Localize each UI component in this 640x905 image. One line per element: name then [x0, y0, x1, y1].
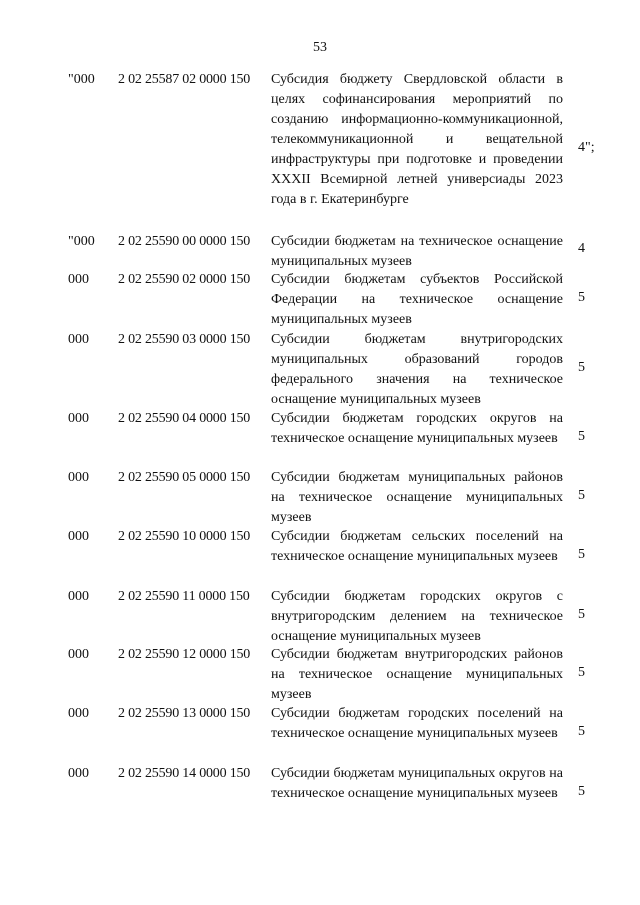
- admin-code: 000: [68, 647, 89, 662]
- row-value: 5: [578, 607, 585, 622]
- budget-code: 2 02 25590 11 0000 150: [118, 589, 250, 604]
- budget-code: 2 02 25590 03 0000 150: [118, 332, 251, 347]
- row-value: 4";: [578, 140, 595, 155]
- row-description: Субсидии бюджетам городских округов на техническое оснащение муниципальных музеев: [271, 411, 563, 446]
- admin-code: 000: [68, 706, 89, 721]
- budget-code: 2 02 25590 00 0000 150: [118, 234, 251, 249]
- row-description: Субсидии бюджетам сельских поселений на техническое оснащение муниципальных музеев: [271, 529, 563, 564]
- row-description: Субсидии бюджетам внутригородских муниципальных образований городов федерального значения на техническое оснащение муниципальных музеев: [271, 332, 563, 407]
- row-value: 5: [578, 290, 585, 305]
- row-value: 5: [578, 360, 585, 375]
- row-value: 5: [578, 724, 585, 739]
- row-description: Субсидии бюджетам муниципальных районов на техническое оснащение муниципальных музеев: [271, 470, 563, 525]
- row-value: 5: [578, 488, 585, 503]
- budget-code: 2 02 25590 10 0000 150: [118, 529, 251, 544]
- admin-code: 000: [68, 332, 89, 347]
- admin-code: "000: [68, 234, 95, 249]
- row-description: Субсидии бюджетам городских поселений на техническое оснащение муниципальных музеев: [271, 706, 563, 741]
- admin-code: 000: [68, 766, 89, 781]
- row-value: 5: [578, 547, 585, 562]
- budget-code: 2 02 25590 05 0000 150: [118, 470, 251, 485]
- row-description: Субсидии бюджетам на техническое оснащение муниципальных музеев: [271, 234, 563, 269]
- row-description: Субсидии бюджетам внутригородских районов на техническое оснащение муниципальных музеев: [271, 647, 563, 702]
- budget-code: 2 02 25590 13 0000 150: [118, 706, 251, 721]
- row-value: 5: [578, 784, 585, 799]
- admin-code: 000: [68, 529, 89, 544]
- row-value: 4: [578, 241, 585, 256]
- budget-code: 2 02 25590 14 0000 150: [118, 766, 251, 781]
- budget-code: 2 02 25587 02 0000 150: [118, 72, 251, 87]
- row-description: Субсидии бюджетам субъектов Российской Федерации на техническое оснащение муниципальных музеев: [271, 272, 563, 327]
- row-value: 5: [578, 429, 585, 444]
- row-description: Субсидии бюджетам муниципальных округов на техническое оснащение муниципальных музеев: [271, 766, 563, 801]
- admin-code: 000: [68, 470, 89, 485]
- row-description: Субсидия бюджету Свердловской области в целях софинансирования мероприятий по созданию информационно-коммуникационной, телекоммуникационной и вещательной инфраструктуры при подготовке и проведении XXXII Всемирной летней универсиады 2023 года в г. Екатеринбурге: [271, 72, 563, 207]
- page-number: 53: [313, 40, 327, 55]
- budget-code: 2 02 25590 12 0000 150: [118, 647, 251, 662]
- row-value: 5: [578, 665, 585, 680]
- row-description: Субсидии бюджетам городских округов с внутригородским делением на техническое оснащение муниципальных музеев: [271, 589, 563, 644]
- admin-code: "000: [68, 72, 95, 87]
- budget-code: 2 02 25590 02 0000 150: [118, 272, 251, 287]
- admin-code: 000: [68, 272, 89, 287]
- admin-code: 000: [68, 589, 89, 604]
- admin-code: 000: [68, 411, 89, 426]
- budget-code: 2 02 25590 04 0000 150: [118, 411, 251, 426]
